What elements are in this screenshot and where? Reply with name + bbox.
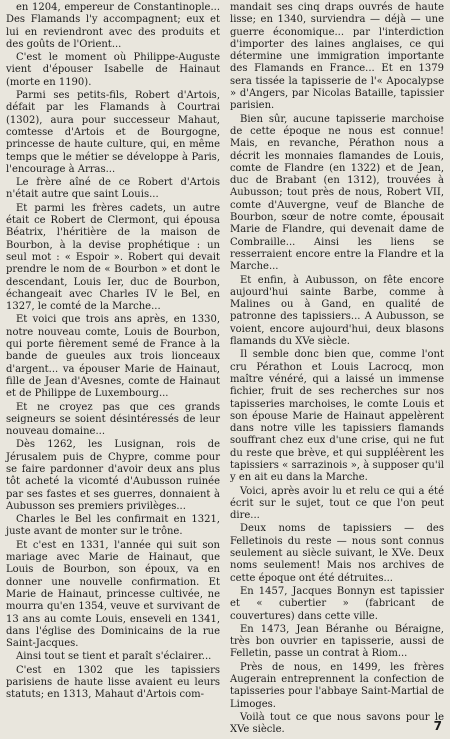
left-column: [6, 2, 220, 738]
paragraph: En 1473, Jean Béranhe ou Béraigne, très bon ouvrier en tapisserie, aussi de Felletin, passe un contrat à Riom...: [230, 623, 444, 660]
paragraph: Parmi ses petits-fils, Robert d'Artois, défait par les Flamands à Courtrai (1302), aura pour successeur Mahaut, comtesse d'Artois et de Bourgogne, princesse de haute culture, qui, en même temps que le métier se développe à Paris, l'encourage à Arras...: [6, 90, 220, 175]
paragraph: Le frère aîné de ce Robert d'Artois n'était autre que saint Louis...: [6, 177, 220, 201]
paragraph: Voilà tout ce que nous savons pour le XVe siècle.: [230, 711, 444, 736]
paragraph: Il semble donc bien que, comme l'ont cru Pérathon et Louis Lacrocq, mon maître vénéré, qui a laissé un immense fichier, fruit de ses recherches sur nos tapisseries marchoises, le comte Louis et son épouse Marie de Hainaut appelèrent dans notre ville les tapissiers flamands souffrant chez eux d'une crise, qui ne fut du reste que brève, et qui suppléèrent les tapissiers « sarrazinois », à supposer qu'il y en ait eu dans la Marche.: [230, 349, 444, 484]
paragraph: Et parmi les frères cadets, un autre était ce Robert de Clermont, qui épousa Béatrix, l'héritière de la maison de Bourbon, à la devise prophétique : un seul mot : « Espoir ». Robert qui devait prendre le nom de « Bourbon » et dont le descendant, Louis Ier, duc de Bourbon, échangeait avec Charles IV le Bel, en 1327, le comté de la Marche...: [6, 202, 220, 313]
paragraph: Deux noms de tapissiers — des Felletinois du reste — nous sont connus seulement au siècle suivant, le XVe. Deux noms seulement! Mais nos archives de cette époque ont été détruites...: [230, 523, 444, 584]
paragraph: Dès 1262, les Lusignan, rois de Jérusalem puis de Chypre, comme pour se faire pardonner d'avoir deux ans plus tôt acheté la vicomté d'Aubusson ruinée par ses fastes et ses guerres, donnaient à Aubusson ses premiers privilèges...: [6, 439, 220, 512]
page-number: 7: [433, 719, 442, 733]
paragraph: Et voici que trois ans après, en 1330, notre nouveau comte, Louis de Bourbon, qui porte fièrement semé de France à la bande de gueules aux trois lionceaux d'argent... va épouser Marie de Hainaut, fille de Jean d'Avesnes, comte de Hainaut et de Philippe de Luxembourg...: [6, 314, 220, 400]
paragraph: Près de nous, en 1499, les frères Augerain entreprennent la confection de tapisseries pour l'abbaye Saint-Martial de Limoges.: [230, 661, 444, 710]
paragraph: mandait ses cinq draps ouvrés de haute lisse; en 1340, surviendra — déjà — une guerre économique... par l'interdiction d'importer des laines anglaises, ce qui détermine une immigration importante des Flamands en France... Et en 1379 sera tissée la tapisserie de l'« Apocalypse » d'Angers, par Nicolas Bataille, tapissier parisien.: [230, 2, 444, 112]
paragraph: Charles le Bel les confirmait en 1321, juste avant de monter sur le trône.: [6, 514, 220, 538]
paragraph: Et c'est en 1331, l'année qui suit son mariage avec Marie de Hainaut, que Louis de Bourbon, son époux, va en donner une nouvelle confirmation. Et Marie de Hainaut, princesse cultivée, ne mourra qu'en 1354, veuve et survivant de 13 ans au comte Louis, enseveli en 1341, dans l'église des Dominicains de la rue Saint-Jacques.: [6, 539, 220, 650]
paragraph: Voici, après avoir lu et relu ce qui a été écrit sur le sujet, tout ce que l'on peut dire...: [230, 485, 444, 522]
paragraph: En 1457, Jacques Bonnyn est tapissier et « cubertier » (fabricant de couvertures) dans cette ville.: [230, 585, 444, 622]
paragraph: Et enfin, à Aubusson, on fête encore aujourd'hui sainte Barbe, comme à Malines ou à Gand, en qualité de patronne des tapissiers... A Aubusson, se voient, encore aujourd'hui, deux blasons flamands du XVe siècle.: [230, 274, 444, 348]
paragraph: C'est en 1302 que les tapissiers parisiens de haute lisse avaient eu leurs statuts; en 1313, Mahaut d'Artois com-: [6, 664, 220, 701]
paragraph: Et ne croyez pas que ces grands seigneurs se soient désintéressés de leur nouveau domaine...: [6, 401, 220, 438]
paragraph: Bien sûr, aucune tapisserie marchoise de cette époque ne nous est connue! Mais, en revanche, Pérathon nous a décrit les monnaies flamandes de Louis, comte de Flandre (en 1322) et de Jean, duc de Brabant (en 1312), trouvées à Aubusson; tout près de nous, Robert VII, comte d'Auvergne, veuf de Blanche de Bourbon, sœur de notre comte, épousait Marie de Flandre, qui devenait dame de Combraille... Ainsi les liens se resserraient encore entre la Flandre et la Marche...: [230, 113, 444, 273]
paragraph: en 1204, empereur de Constantinople... Des Flamands l'y accompagnent; eux et lui en reviendront avec des produits et des goûts de l'Orient...: [6, 2, 220, 50]
right-column: [230, 2, 444, 738]
text-columns: [6, 2, 444, 738]
paragraph: C'est le moment où Philippe-Auguste vient d'épouser Isabelle de Hainaut (morte en 1190).: [6, 52, 220, 88]
paragraph: Ainsi tout se tient et paraît s'éclairer...: [16, 651, 212, 663]
